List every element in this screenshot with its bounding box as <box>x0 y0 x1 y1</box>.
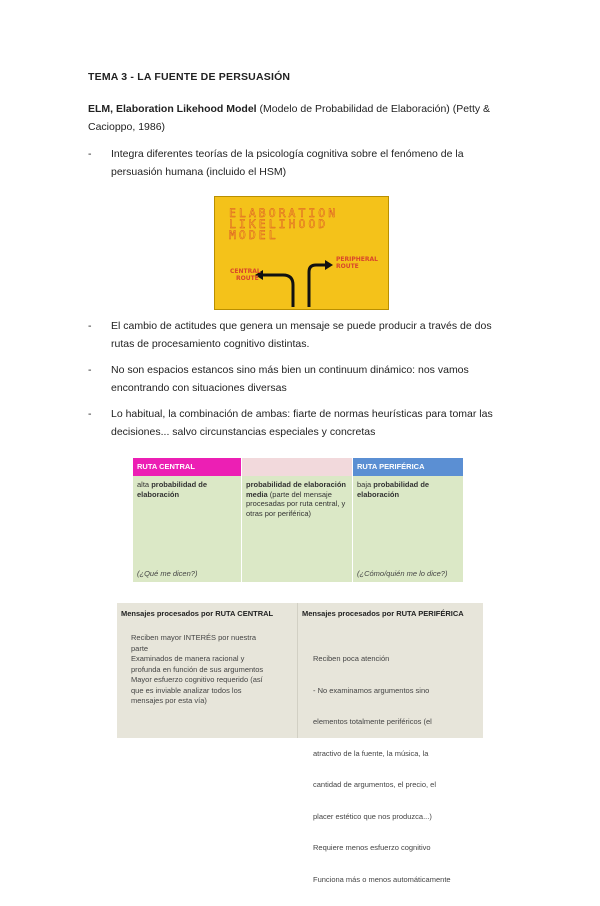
list-item: - No examinamos argumentos sino <box>313 685 430 695</box>
list-item: Funciona más o menos automáticamente <box>313 874 451 884</box>
medium-route-header <box>242 458 352 476</box>
peripheral-route-column <box>353 458 463 582</box>
elaboration-routes-table <box>133 458 463 582</box>
central-messages-list <box>131 633 263 707</box>
central-messages-header: Mensajes procesados por RUTA CENTRAL <box>121 609 274 618</box>
message-processing-table <box>117 603 483 884</box>
list-item: Reciben poca atención <box>313 654 390 663</box>
central-route-cell <box>133 476 241 582</box>
peripheral-route-line: ROUTE <box>336 263 359 270</box>
list-item: mensajes por esta vía) <box>131 696 207 705</box>
medium-route-column <box>242 458 352 582</box>
bullet-text: Lo habitual, la combinación de ambas: fiarte de normas heurísticas para tomar las decisiones... salvo circunstancias especiales y concretas <box>111 408 493 438</box>
cell-rest: (parte del mensaje procesadas por ruta central, y otras por periférica) <box>246 489 346 518</box>
list-item: cantidad de argumentos, el precio, el <box>313 780 436 789</box>
elm-road-sign <box>214 196 389 310</box>
medium-route-cell <box>242 476 352 582</box>
sign-title-line: LIKELIHOOD <box>229 217 329 231</box>
central-route-header: RUTA CENTRAL <box>133 458 241 476</box>
elm-citation: (Modelo de Probabilidad de Elaboración) (Petty & Cacioppo, 1986) <box>88 103 491 133</box>
elm-reference <box>88 100 508 136</box>
list-item: atractivo de la fuente, la música, la <box>313 748 429 758</box>
central-route-label <box>230 268 261 282</box>
bullet-dash: - <box>88 320 92 332</box>
central-route-column <box>133 458 241 582</box>
list-item: Mayor esfuerzo cognitivo requerido (así <box>131 675 263 684</box>
cell-bold: probabilidad de elaboración <box>357 480 430 499</box>
bullet-text: No son espacios estancos sino más bien un continuum dinámico: nos vamos encontrando con situaciones diversas <box>111 364 469 394</box>
bullet-dash: - <box>88 364 92 376</box>
bullet-text: El cambio de actitudes que genera un mensaje se puede producir a través de dos rutas de procesamiento cognitivo distintas. <box>111 320 492 350</box>
bullet-dash: - <box>88 408 92 420</box>
cell-footnote: (¿Cómo/quién me lo dice?) <box>357 568 448 578</box>
peripheral-messages-header: Mensajes procesados por RUTA PERIFÉRICA <box>302 609 464 618</box>
list-item: que es inviable analizar todos los <box>131 685 242 695</box>
cell-bold: probabilidad de elaboración media <box>246 480 347 499</box>
list-item: Reciben mayor INTERÉS por nuestra <box>131 633 257 642</box>
sign-title-line: ELABORATION <box>229 206 339 220</box>
column-divider <box>297 603 298 738</box>
list-item: elementos totalmente periféricos (el <box>313 717 432 726</box>
list-item: Examinados de manera racional y <box>131 654 245 663</box>
cell-prefix: baja <box>357 480 374 489</box>
list-item: profunda en función de sus argumentos <box>131 664 264 674</box>
cell-footnote: (¿Qué me dicen?) <box>137 568 198 578</box>
route-arrows-icon <box>215 197 390 311</box>
bullet-text: Integra diferentes teorías de la psicología cognitiva sobre el fenómeno de la persuasión humana (incluido el HSM) <box>111 148 464 178</box>
sign-title-line: MODEL <box>229 228 279 242</box>
central-route-line: ROUTE <box>236 275 259 282</box>
peripheral-route-cell <box>353 476 463 582</box>
list-item: Requiere menos esfuerzo cognitivo <box>313 843 431 852</box>
list-item: parte <box>131 643 149 653</box>
bullet-dash: - <box>88 148 92 160</box>
page-title: TEMA 3 - LA FUENTE DE PERSUASIÓN <box>88 71 291 83</box>
cell-prefix: alta <box>137 480 152 489</box>
central-route-line: CENTRAL <box>230 268 261 275</box>
cell-bold: probabilidad de elaboración <box>137 480 208 499</box>
peripheral-route-label <box>336 256 378 270</box>
peripheral-route-header: RUTA PERIFÉRICA <box>353 458 463 476</box>
peripheral-route-line: PERIPHERAL <box>336 256 378 263</box>
list-item: placer estético que nos produzca...) <box>313 811 432 821</box>
elm-name: ELM, Elaboration Likehood Model <box>88 103 257 115</box>
peripheral-messages-list <box>313 633 451 906</box>
